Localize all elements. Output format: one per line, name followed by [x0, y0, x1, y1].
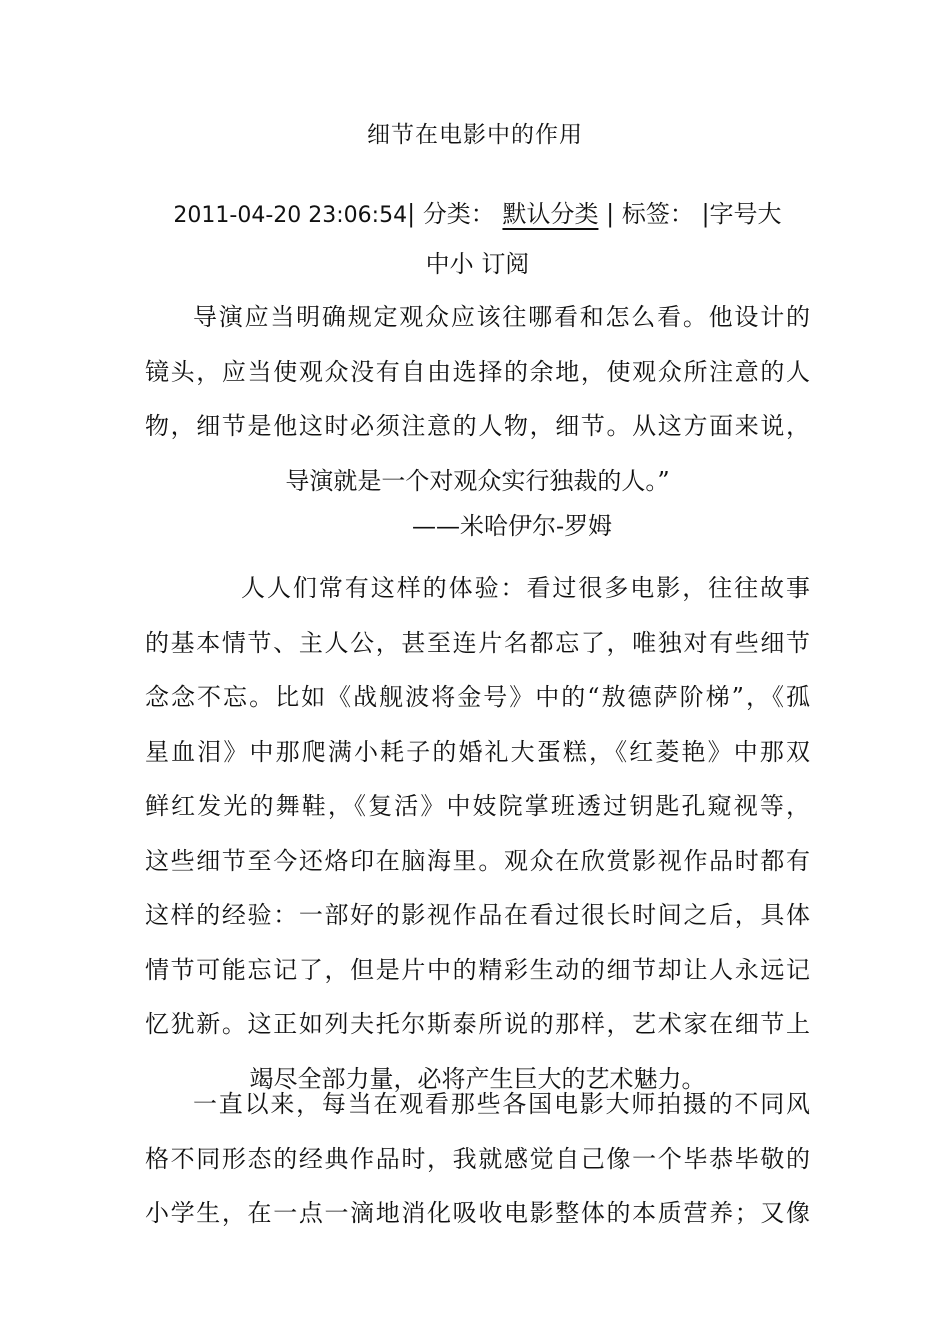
- paragraph-line: 鲜红发光的舞鞋，《复活》中妓院掌班透过钥匙孔窥视等，: [145, 792, 810, 820]
- paragraph-line: 一直以来，每当在观看那些各国电影大师拍摄的不同风: [193, 1090, 810, 1118]
- paragraph-line: 人人们常有这样的体验：看过很多电影，往往故事: [241, 574, 810, 602]
- category-label: 分类：: [422, 200, 495, 228]
- paragraph-line: 小学生，在一点一滴地消化吸收电影整体的本质营养；又像: [145, 1199, 810, 1227]
- paragraph-2: [145, 1077, 810, 1241]
- quote-line: 镜头，应当使观众没有自由选择的余地，使观众所注意的人: [145, 357, 810, 386]
- paragraph-line: 念念不忘。比如《战舰波将金号》中的“敖德萨阶梯”，《孤: [145, 683, 810, 711]
- paragraph-line: 星血泪》中那爬满小耗子的婚礼大蛋糕，《红菱艳》中那双: [145, 737, 810, 766]
- article-meta: [145, 190, 810, 288]
- category-link[interactable]: 默认分类: [502, 200, 599, 228]
- paragraph-line: 情节可能忘记了，但是片中的精彩生动的细节却让人永远记: [145, 955, 810, 984]
- font-size-label[interactable]: |字号大: [701, 200, 782, 228]
- post-timestamp: 2011-04-20 23:06:54: [173, 203, 408, 228]
- paragraph-1: [145, 561, 810, 1106]
- font-size-options[interactable]: 中小: [425, 250, 474, 278]
- subscribe-link[interactable]: 订阅: [481, 250, 530, 278]
- tags-label: 标签：: [621, 200, 694, 228]
- quote-line: 物，细节是他这时必须注意的人物，细节。从这方面来说，: [145, 412, 810, 440]
- quote-author: ——米哈伊尔-罗姆: [412, 512, 613, 540]
- paragraph-line: 这样的经验：一部好的影视作品在看过很长时间之后，具体: [145, 901, 810, 929]
- quote-line: 导演就是一个对观众实行独裁的人。”: [285, 466, 670, 495]
- quote-line: 导演应当明确规定观众应该往哪看和怎么看。他设计的: [193, 303, 810, 331]
- quote-block: [145, 290, 810, 508]
- paragraph-line: 的基本情节、主人公，甚至连片名都忘了，唯独对有些细节: [145, 628, 810, 657]
- meta-separator: |: [407, 200, 416, 228]
- paragraph-line: 这些细节至今还烙印在脑海里。观众在欣赏影视作品时都有: [145, 846, 810, 875]
- paragraph-line: 格不同形态的经典作品时，我就感觉自己像一个毕恭毕敬的: [145, 1144, 810, 1173]
- article-title: 细节在电影中的作用: [367, 122, 583, 148]
- paragraph-line: 竭尽全部力量，必将产生巨大的艺术魅力。: [249, 1064, 706, 1093]
- meta-separator: |: [606, 200, 615, 228]
- paragraph-line: 忆犹新。这正如列夫托尔斯泰所说的那样，艺术家在细节上: [145, 1010, 810, 1038]
